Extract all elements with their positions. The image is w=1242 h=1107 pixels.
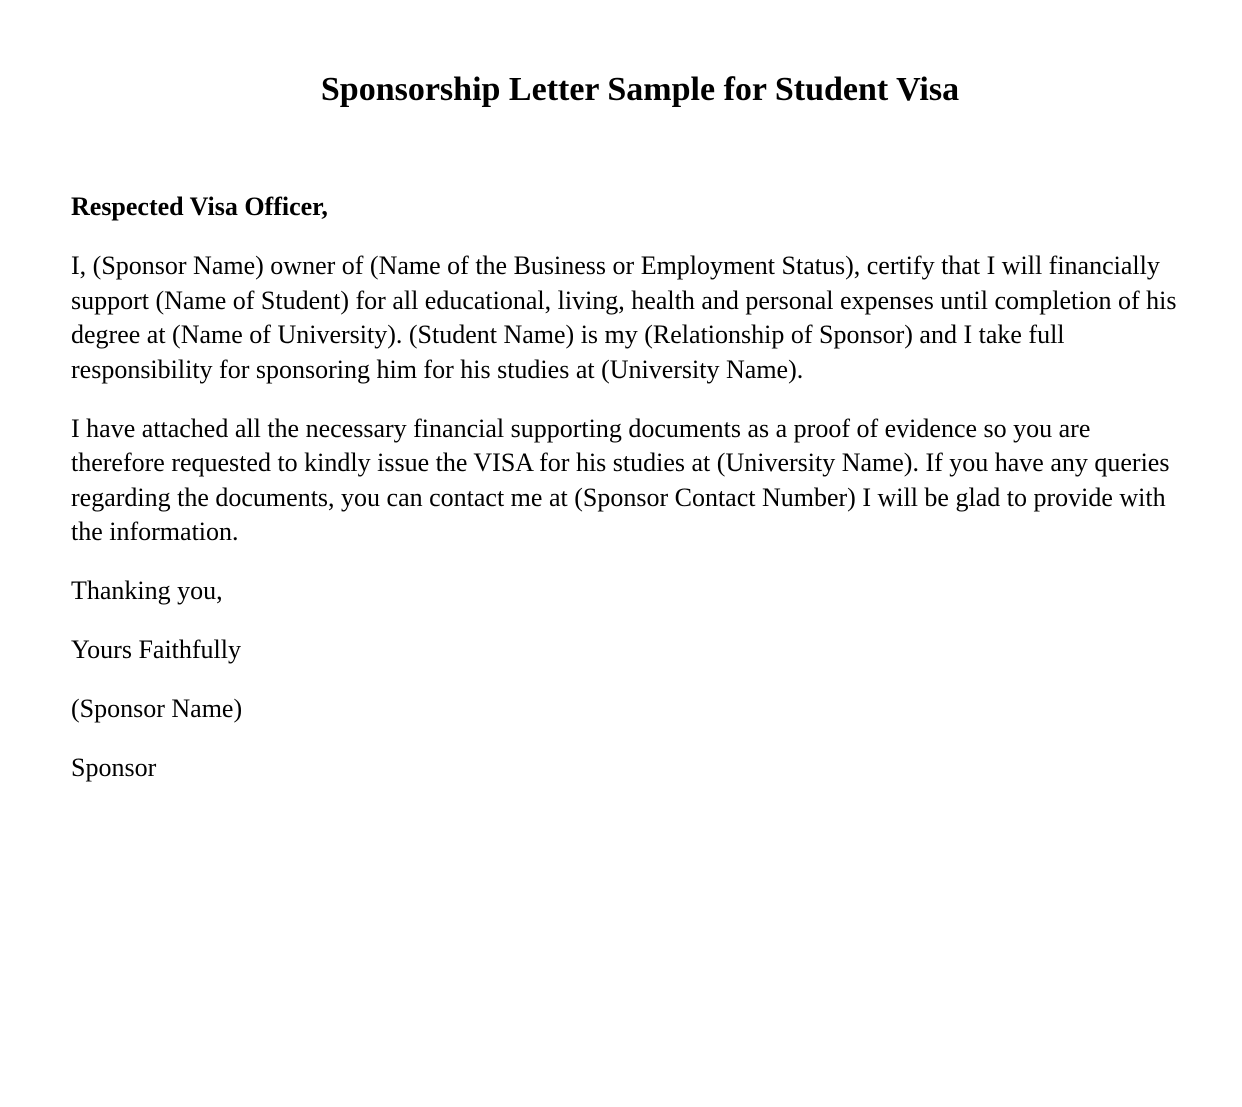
closing-line: Thanking you,	[71, 576, 223, 605]
letter-body	[71, 190, 1181, 810]
paragraph-documents: I have attached all the necessary financial supporting documents as a proof of evidence so you are therefore requested to kindly issue the VISA for his studies at (University Name). If you have any queries regarding the documents, you can contact me at (Sponsor Contact Number) I will be glad to provide with the information.	[71, 413, 1170, 546]
salutation: Respected Visa Officer,	[71, 192, 328, 221]
paragraph-sponsorship: I, (Sponsor Name) owner of (Name of the Business or Employment Status), certify that I will financially support (Name of Student) for all educational, living, health and personal expenses until completion of his degree at (Name of University). (Student Name) is my (Relationship of Sponsor) and I take full responsibility for sponsoring him for his studies at (University Name).	[71, 251, 1177, 384]
document-title: Sponsorship Letter Sample for Student Visa	[320, 71, 960, 108]
sign-off: Yours Faithfully	[71, 635, 242, 664]
sponsor-role: Sponsor	[71, 753, 157, 782]
sponsor-name: (Sponsor Name)	[71, 694, 243, 723]
